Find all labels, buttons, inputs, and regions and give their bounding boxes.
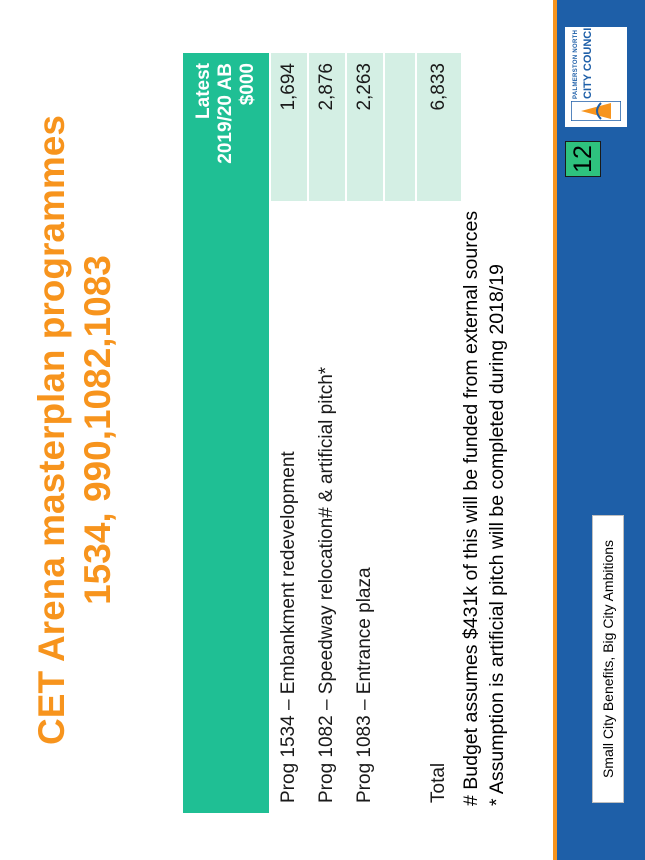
budget-table [183, 53, 463, 813]
slide-title-line-2: 1534, 990,1082,1083 [77, 255, 118, 605]
footnotes [458, 211, 510, 806]
footer-tagline: Small City Benefits, Big City Ambitions [592, 515, 624, 803]
row-value: 2,876 [308, 53, 346, 201]
header-line-3: $000 [237, 63, 258, 106]
table-row [308, 53, 346, 813]
total-label: Total [416, 201, 462, 813]
logo-text-small: PALMERSTON NORTH [573, 29, 579, 99]
header-line-2: 2019/20 AB [215, 63, 236, 164]
table-row [270, 53, 308, 813]
council-logo [565, 20, 627, 127]
header-budget-column [183, 53, 270, 201]
footnote-budget: # Budget assumes $431k of this will be funded from external sources [460, 210, 482, 806]
table-header-row [183, 53, 270, 813]
spacer-cell [384, 201, 416, 813]
council-logo-icon [571, 101, 621, 121]
slide-title-line-1: CET Arena masterplan programmes [31, 115, 72, 745]
row-label: Prog 1083 – Entrance plaza [346, 201, 384, 813]
header-blank-cell [183, 201, 270, 813]
table-row [346, 53, 384, 813]
table-total-row [416, 53, 462, 813]
logo-text-big: CITY COUNCIL [582, 20, 594, 99]
header-line-1: Latest [193, 63, 214, 119]
table-spacer-row [384, 53, 416, 813]
page-number: 12 [565, 141, 601, 177]
row-label: Prog 1534 – Embankment redevelopment [270, 201, 308, 813]
row-value: 1,694 [270, 53, 308, 201]
spacer-value-cell [384, 53, 416, 201]
footnote-assumption: * Assumption is artificial pitch will be completed during 2018/19 [486, 264, 508, 806]
total-value: 6,833 [416, 53, 462, 201]
row-value: 2,263 [346, 53, 384, 201]
row-label: Prog 1082 – Speedway relocation# & artificial pitch* [308, 201, 346, 813]
